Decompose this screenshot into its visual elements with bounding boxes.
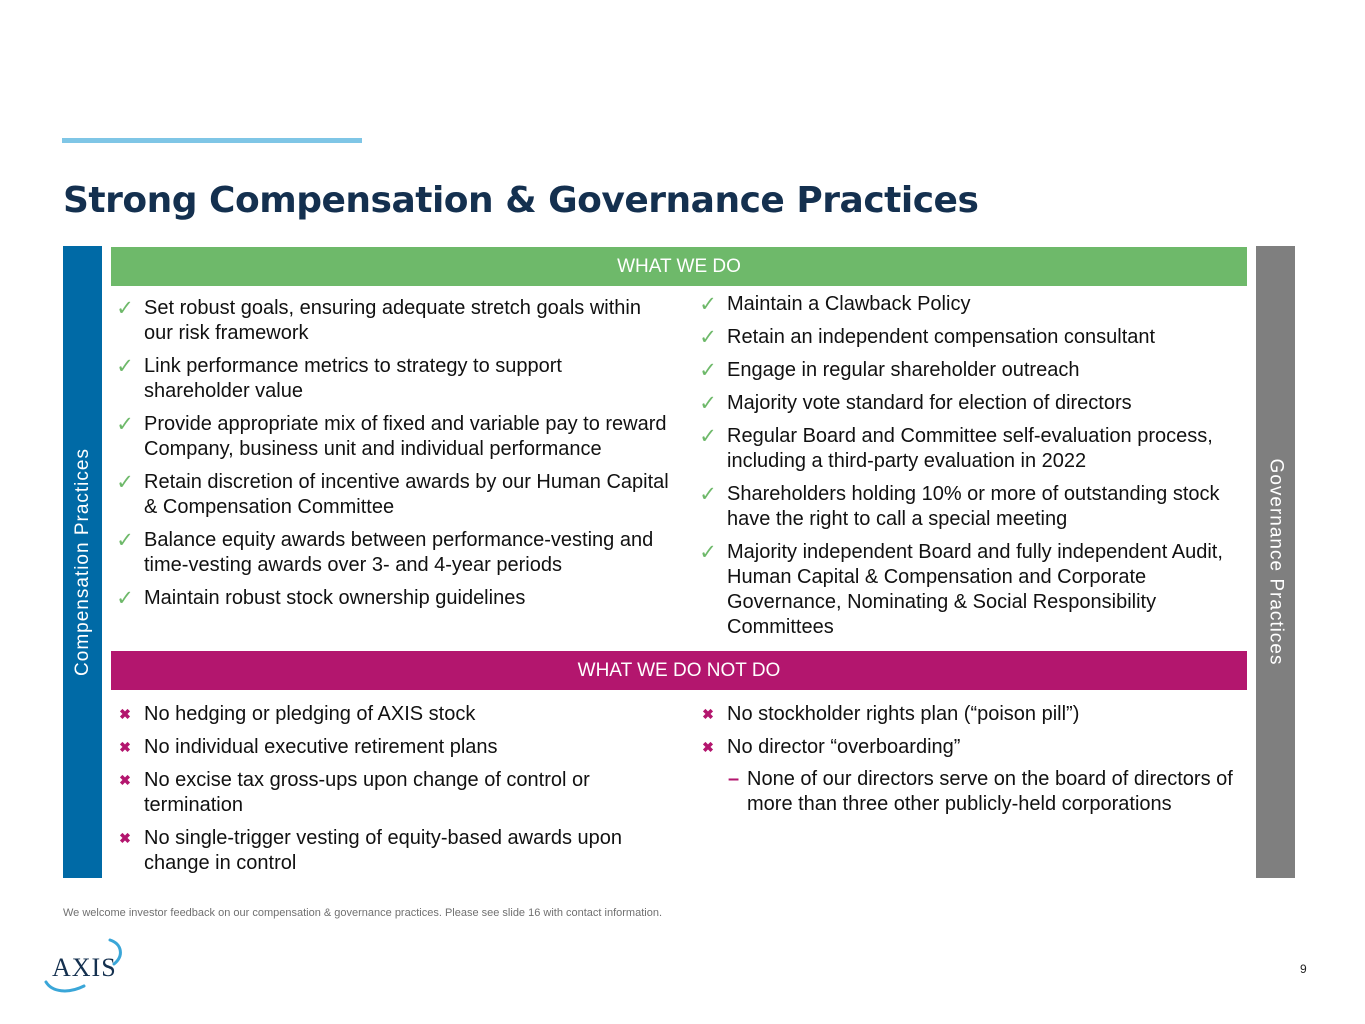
list-item [694,391,1250,416]
list-item [111,826,671,876]
list-item-text: No single-trigger vesting of equity-based awards upon change in control [144,827,623,874]
page-title: Strong Compensation & Governance Practices [63,180,979,221]
check-icon: ✓ [116,587,134,610]
list-item [111,470,671,520]
list-item [111,735,671,760]
list-item [694,540,1250,640]
list-item [694,424,1250,474]
check-icon: ✓ [699,483,717,506]
check-icon: ✓ [116,471,134,494]
check-icon: ✓ [699,359,717,382]
list-item [694,325,1250,350]
list-item-text: No hedging or pledging of AXIS stock [144,703,476,725]
check-icon: ✓ [116,529,134,552]
check-icon: ✓ [699,541,717,564]
cross-icon: ✖ [119,739,131,755]
list-item-text: Regular Board and Committee self-evaluation process, including a third-party evaluation in 2022 [727,425,1213,472]
list-item-text: Engage in regular shareholder outreach [727,359,1080,381]
list-item [694,735,1250,760]
list-item-text: Provide appropriate mix of fixed and variable pay to reward Company, business unit and individual performance [144,413,667,460]
what-we-do-not-do-header: WHAT WE DO NOT DO [111,651,1247,690]
list-item [111,702,671,727]
cross-icon: ✖ [119,772,131,788]
list-item [111,586,671,611]
list-item-text: Retain an independent compensation consultant [727,326,1156,348]
dash-icon: – [728,768,740,790]
sub-item-text: None of our directors serve on the board of directors of more than three other publicly-held corporations [747,768,1233,815]
check-icon: ✓ [699,392,717,415]
list-item-text: Majority independent Board and fully independent Audit, Human Capital & Compensation and Corporate Governance, Nominating & Social Responsibility Committees [727,541,1223,638]
axis-logo [40,934,130,996]
list-item-text: Maintain a Clawback Policy [727,293,971,315]
what-we-do-not-do-governance-list [694,702,1250,768]
list-item-text: Maintain robust stock ownership guidelines [144,587,526,609]
title-accent-bar [62,138,362,143]
list-item [694,292,1250,317]
list-item-text: No excise tax gross-ups upon change of control or termination [144,769,590,816]
list-item-text: No director “overboarding” [727,736,961,758]
list-item-text: No stockholder rights plan (“poison pill”) [727,703,1080,725]
what-we-do-header: WHAT WE DO [111,247,1247,286]
list-item-text: Majority vote standard for election of directors [727,392,1132,414]
list-item-text: Retain discretion of incentive awards by our Human Capital & Compensation Committee [144,471,669,518]
check-icon: ✓ [699,425,717,448]
cross-icon: ✖ [119,706,131,722]
what-we-do-governance-list [694,292,1250,648]
list-item [111,528,671,578]
list-item [694,702,1250,727]
check-icon: ✓ [116,297,134,320]
list-item-text: Balance equity awards between performance-vesting and time-vesting awards over 3- and 4-year periods [144,529,654,576]
what-we-do-not-do-compensation-list [111,702,671,884]
list-item-text: Set robust goals, ensuring adequate stretch goals within our risk framework [144,297,641,344]
governance-practices-label: Governance Practices [1265,458,1287,666]
cross-icon: ✖ [119,830,131,846]
check-icon: ✓ [699,293,717,316]
list-item [111,354,671,404]
cross-icon: ✖ [702,739,714,755]
list-item [111,296,671,346]
list-item-text: Link performance metrics to strategy to support shareholder value [144,355,562,402]
list-item [694,358,1250,383]
overboarding-sub-item [728,767,1267,817]
compensation-practices-label: Compensation Practices [71,448,93,676]
cross-icon: ✖ [702,706,714,722]
what-we-do-compensation-list [111,296,671,619]
list-item [111,412,671,462]
list-item-text: No individual executive retirement plans [144,736,498,758]
logo-text: AXIS [52,953,117,982]
list-item [111,768,671,818]
footnote: We welcome investor feedback on our compensation & governance practices. Please see slide 16 with contact information. [63,907,663,919]
list-item-text: Shareholders holding 10% or more of outstanding stock have the right to call a special meeting [727,483,1220,530]
page-number: 9 [1300,962,1307,976]
list-item [694,482,1250,532]
compensation-practices-panel [63,246,102,878]
check-icon: ✓ [116,355,134,378]
check-icon: ✓ [699,326,717,349]
check-icon: ✓ [116,413,134,436]
